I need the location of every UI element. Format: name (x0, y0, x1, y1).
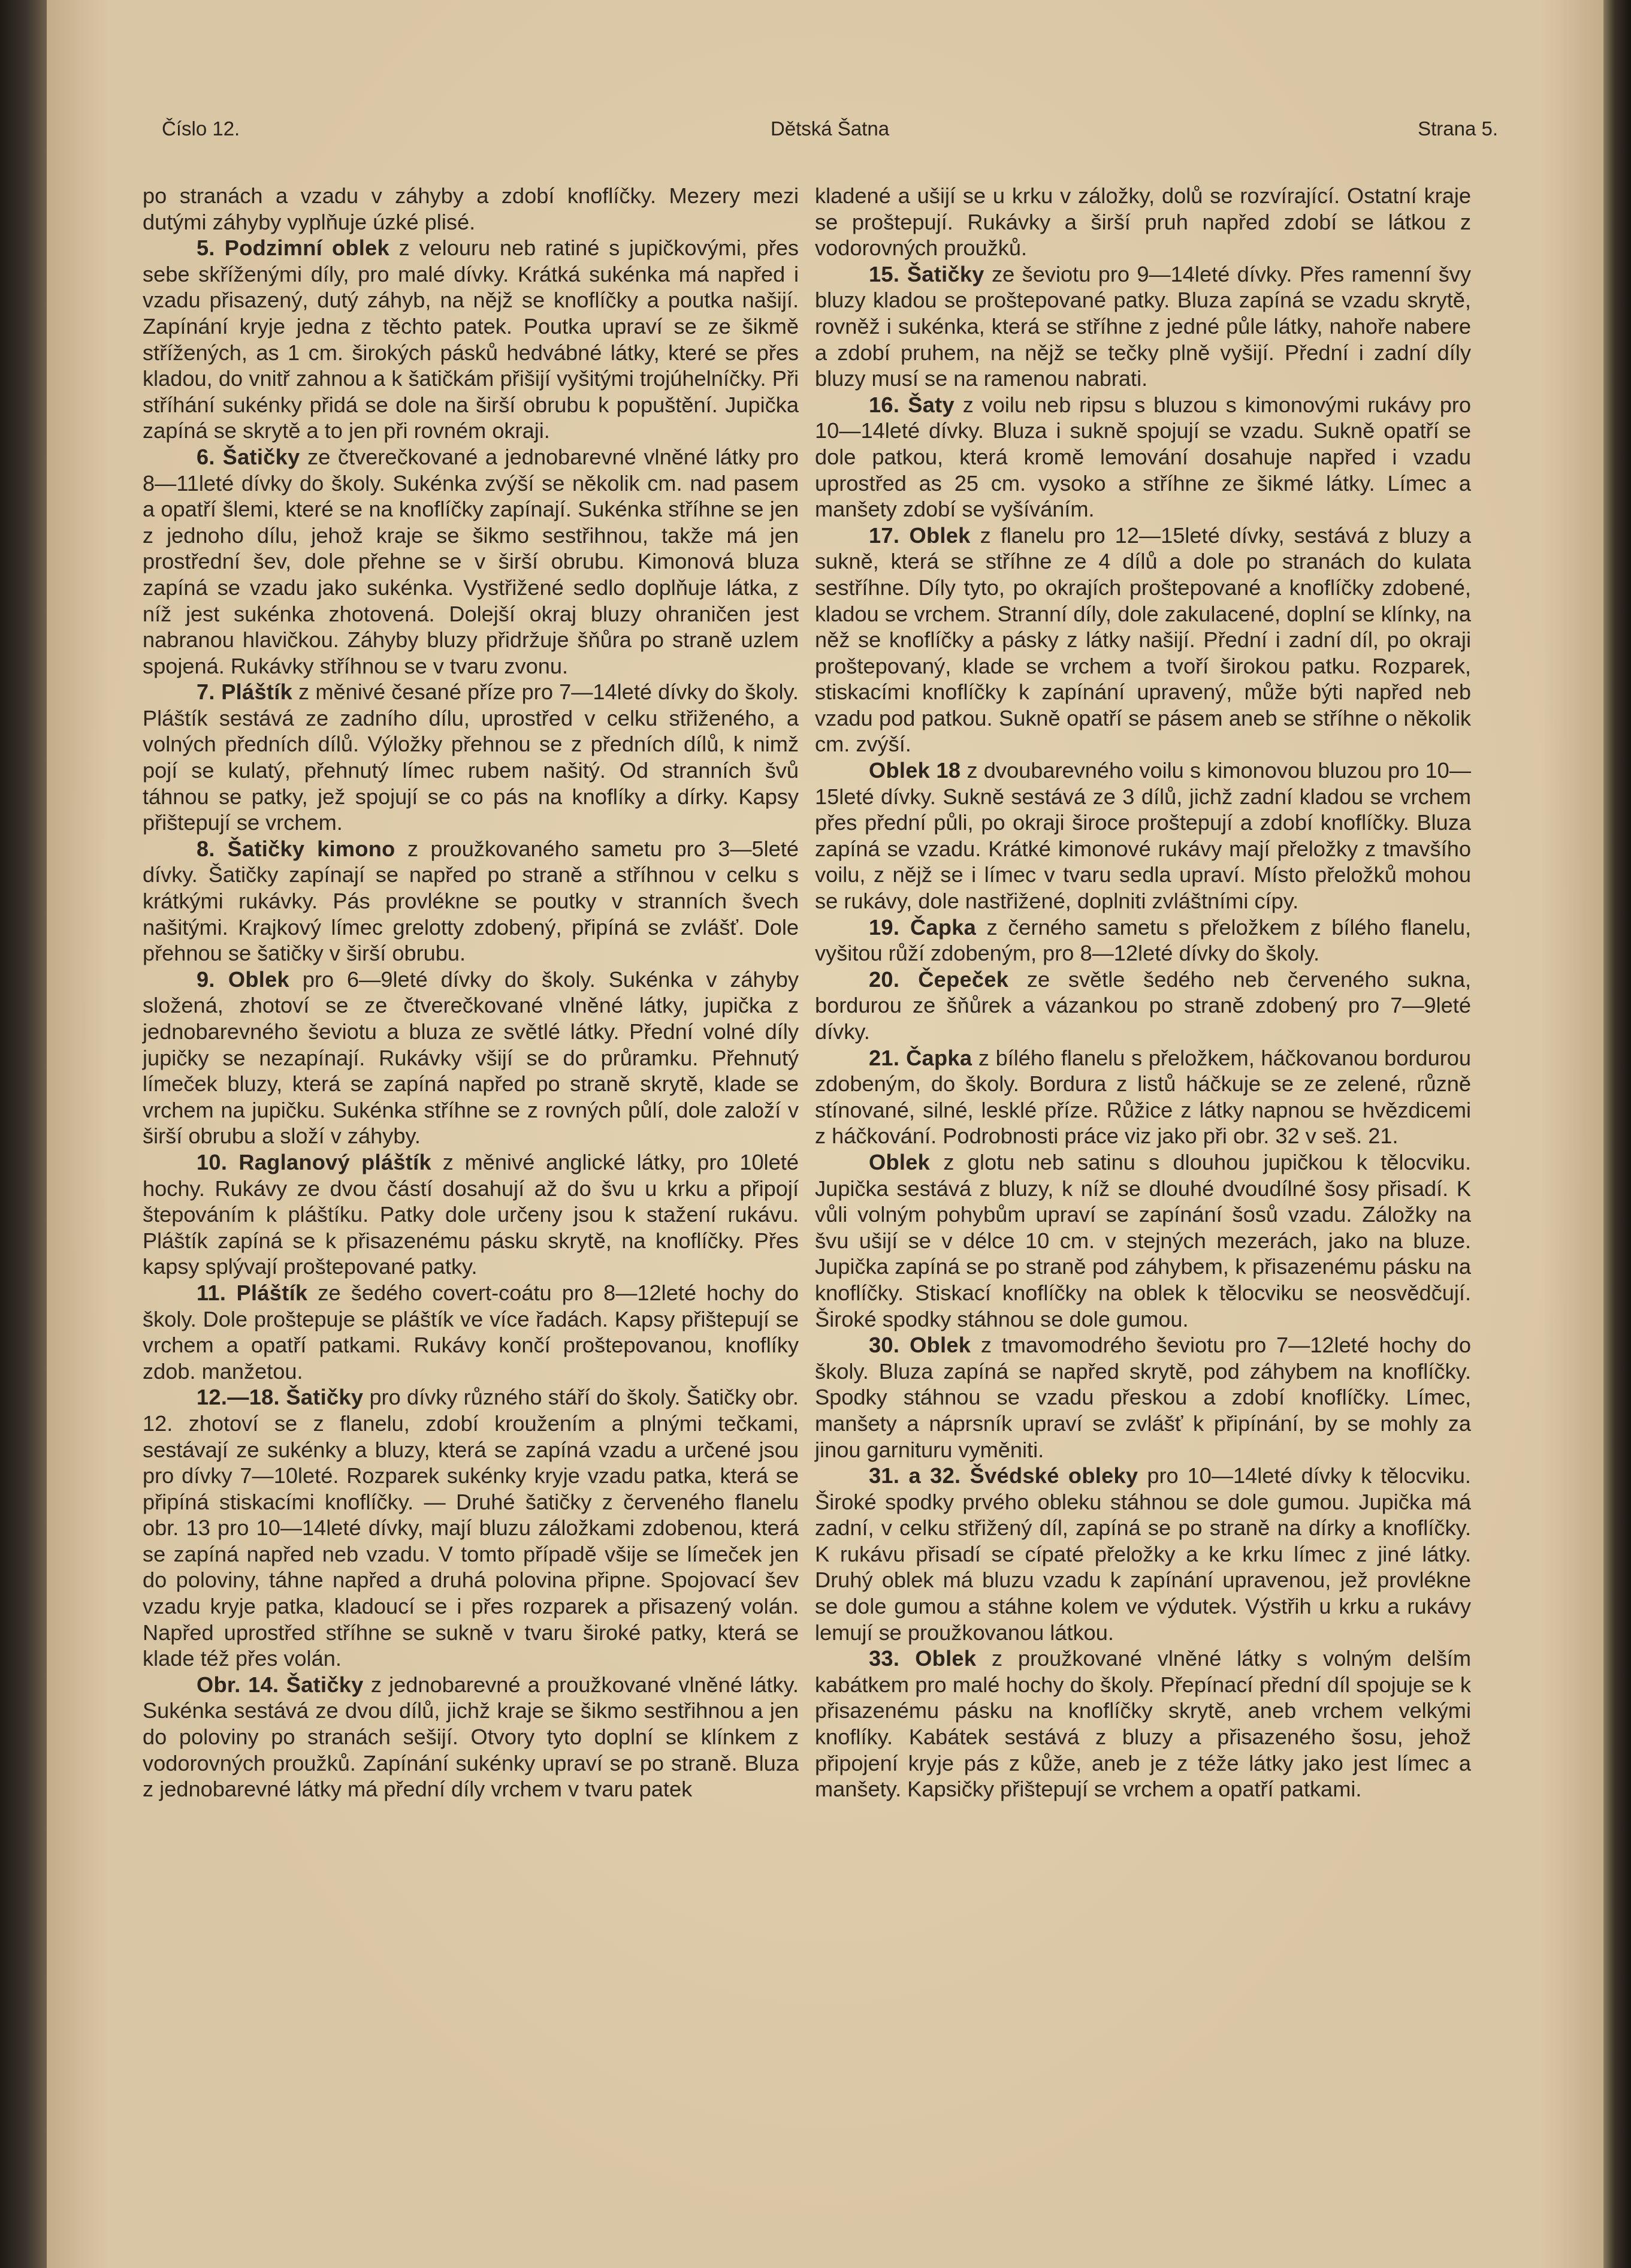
paragraph-text: ze ševiotu pro 9—14leté dívky. Přes ramenní švy bluzy kladou se proštepované patky. Bluza zapíná se vzadu skrytě, rovněž i sukénka, která se stříhne z jedné půle látky, nahoře nabere a zdobí pruhem, na nějž se tečky plně vyšijí. Přední i zadní díly bluzy musí se na ramenou nabrati. (815, 261, 1471, 391)
page-header (162, 117, 1498, 153)
item-heading: 20. Čepeček (869, 967, 1009, 992)
paragraph (143, 679, 799, 836)
paragraph (143, 967, 799, 1149)
paragraph (815, 1045, 1471, 1149)
paragraph-text: ze světle šedého neb červeného sukna, bordurou ze šňůrek a vázankou po straně zdobený pro 7—9leté dívky. (815, 967, 1471, 1044)
paragraph (143, 1280, 799, 1384)
paragraph-text: ze šedého covert-coátu pro 8—12leté hochy do školy. Dole proštepuje se pláštík ve více řadách. Kapsy přištepují se vrchem a opatří patkami. Rukávy končí proštepovanou, knoflíky zdob. manžetou. (143, 1280, 799, 1384)
paragraph-text: z flanelu pro 12—15leté dívky, sestává z bluzy a sukně, která se stříhne ze 4 dílů a dole po stranách do kulata sestříhne. Díly tyto, po okrajích proštepované a knoflíčky zdobené, kladou se vrchem. Stranní díly, dole zakulacené, doplní se klínky, na něž se knoflíčky a pásky z látky našijí. Přední i zadní díl, po okraji proštepovaný, klade se vrchem a tvoří širokou patku. Rozparek, stiskacími knoflíčky k zapínání upravený, může býti napřed neb vzadu pod patkou. Sukně opatří se pásem aneb se stříhne o několik cm. zvýší. (815, 523, 1471, 757)
item-heading: 7. Pláštík (197, 680, 293, 705)
paragraph-text: z tmavomodrého ševiotu pro 7—12leté hochy do školy. Bluza zapíná se napřed skrytě, pod záhybem na knoflíčky. Spodky stáhnou se vzadu přeskou a zdobí knoflíčky. Límec, manšety a náprsník upraví se zvlášť k připínání, by se mohly za jinou garnituru vyměniti. (815, 1333, 1471, 1462)
paragraph (815, 261, 1471, 392)
item-heading: 11. Pláštík (197, 1280, 308, 1305)
paragraph-text: z voilu neb ripsu s bluzou s kimonovými rukávy pro 10—14leté dívky. Bluza i sukně spojují se vzadu. Sukně opatří se dole patkou, která kromě lemování dosahuje napřed i vzadu uprostřed as 25 cm. vysoko a stříhne ze šikmé látky. Límec a manšety zdobí se vyšíváním. (815, 392, 1472, 522)
item-heading: 15. Šatičky (869, 261, 984, 286)
paragraph-text: pro dívky různého stáří do školy. Šatičky obr. 12. zhotoví se z flanelu, zdobí kroužením a plnými tečkami, sestávají ze sukénky a bluzy, která se zapíná vzadu a určené jsou pro dívky 7—10leté. Rozparek sukénky kryje vzadu patka, která se připíná stiskacími knoflíčky. — Druhé šatičky z červeného flanelu obr. 13 pro 10—14leté dívky, mají bluzu záložkami zdobenou, která se zapíná napřed neb vzadu. V tomto případě všije se límeček jen do poloviny, táhne napřed a druhá polovina připne. Spojovací šev vzadu kryje patka, kladoucí se i přes rozparek a přisazený volán. Napřed uprostřed stříhne se sukně v tvaru široké patky, která se klade též přes volán. (143, 1385, 799, 1671)
paragraph (143, 235, 799, 444)
item-heading: 30. Oblek (869, 1333, 971, 1358)
paragraph (143, 183, 799, 235)
scan-edge-left (0, 0, 47, 2268)
item-heading: 12.—18. Šatičky (197, 1385, 364, 1410)
item-heading: Oblek (869, 1149, 931, 1174)
paragraph-text: z jednobarevné a proužkované vlněné látky. Sukénka sestává ze dvou dílů, jichž kraje se šikmo sestřihnou a jen do poloviny po stranách sešijí. Otvory tyto doplní se klínkem z vodorovných proužků. Zapínání sukénky upraví se po straně. Bluza z jednobarevné látky má přední díly vrchem v tvaru patek (143, 1672, 799, 1802)
item-heading: 10. Raglanový pláštík (197, 1149, 431, 1174)
paragraph-text: z měnivé česané příze pro 7—14leté dívky do školy. Pláštík sestává ze zadního dílu, uprostřed v celku střiženého, a volných předních dílů. Výložky přehnou se z předních dílů, k nimž pojí se kulatý, přehnutý límec rubem našitý. Od stranních švů táhnou se patky, jež spojují se co pás na knoflíky a dírky. Kapsy přištepují se vrchem. (143, 680, 799, 835)
paragraph-text: z černého sametu s přeložkem z bílého flanelu, vyšitou růží zdobeným, pro 8—12leté dívky do školy. (815, 914, 1471, 966)
paragraph (815, 914, 1471, 967)
paragraph-text: z bílého flanelu s přeložkem, háčkovanou bordurou zdobeným, do školy. Bordura z listů háčkuje se ze zelené, různě stínované, silné, lesklé příze. Růžice z látky napnou se hvězdicemi z háčkování. Podrobnosti práce viz jako při obr. 32 v seš. 21. (815, 1045, 1471, 1149)
paragraph-text: pro 6—9leté dívky do školy. Sukénka v záhyby složená, zhotoví se ze čtverečkované vlněné látky, jupička z jednobarevného ševiotu a bluza ze světlé látky. Přední volné díly jupičky se nezapínají. Rukávky všijí se do průramku. Přehnutý límeček bluzy, která se zapíná napřed po straně skrytě, klade se vrchem na jupičku. Sukénka stříhne se z rovných půlí, dole založí v širší obrubu a složí v záhyby. (143, 967, 799, 1149)
paragraph (815, 1149, 1471, 1332)
right-column (815, 183, 1471, 1802)
item-heading: Oblek 18 (869, 758, 961, 783)
scan-edge-right (1603, 0, 1631, 2268)
paragraph-text: z měnivé anglické látky, pro 10leté hochy. Rukávy ze dvou částí dosahují až do švu u krku a připojí štepováním k pláštíku. Patky dole určeny jsou k stažení rukávu. Pláštík zapíná se k přisazenému pásku skrytě, na knoflíčky. Přes kapsy splývají proštepované patky. (143, 1149, 799, 1279)
paragraph (143, 836, 799, 967)
paragraph (815, 392, 1471, 523)
page-number: Strana 5. (1418, 117, 1498, 140)
paragraph (815, 967, 1471, 1045)
paragraph (815, 1332, 1471, 1463)
paragraph (143, 1672, 799, 1802)
item-heading: 31. a 32. Švédské obleky (869, 1463, 1138, 1488)
paragraph-text: ze čtverečkované a jednobarevné vlněné látky pro 8—11leté dívky do školy. Sukénka zvýší se několik cm. nad pasem a opatří šlemi, které se na knoflíčky zapínají. Sukénka stříhne se jen z jednoho dílu, jehož kraje se šikmo sestřihnou, takže má jen prostřední šev, dole přehne se v širší obrubu. Kimonová bluza zapíná se vzadu jako sukénka. Vystřižené sedlo doplňuje látka, z níž jest sukénka zhotovená. Dolejší okraj bluzy ohraničen jest nabranou hlavičkou. Záhyby bluzy přidržuje šňůra po straně uzlem spojená. Rukávky stříhnou se v tvaru zvonu. (143, 444, 799, 678)
paragraph-text: z glotu neb satinu s dlouhou jupičkou k tělocviku. Jupička sestává z bluzy, k níž se dlouhé dvoudílné šosy přisadí. K vůli volným pohybům upraví se zapínání šosů vzadu. Záložky na švu ušijí se v délce 10 cm. v stejných mezerách, jako na bluze. Jupička zapíná se po straně pod záhybem, k přisazenému pásku na knoflíčky. Stiskací knoflíčky na oblek k tělocviku se neosvědčují. Široké spodky stáhnou se dole gumou. (815, 1149, 1471, 1331)
paragraph-text: pro 10—14leté dívky k tělocviku. Široké spodky prvého obleku stáhnou se dole gumou. Jupička má zadní, v celku střižený díl, zapíná se po straně na dírky a knoflíčky. K rukávu přisadí se cípaté přeložky a ke krku límec z jiné látky. Druhý oblek má bluzu vzadu k zapínání upravenou, jež provlékne se dole gumou a stáhne kolem ve výdutek. Výstřih u krku a rukávy lemují se proužkovanou látkou. (815, 1463, 1471, 1645)
paragraph-text: z velouru neb ratiné s jupičkovými, přes sebe skříženými díly, pro malé dívky. Krátká sukénka má napřed i vzadu přisazený, dutý záhyb, na nějž se knoflíčky a poutka našijí. Zapínání kryje jedna z těchto patek. Poutka upraví se ze šikmě střížených, as 1 cm. širokých pásků hedvábné látky, které se přes kladou, do vnitř zahnou a k šatičkám přišijí vyšitými trojúhelníčky. Při stříhání sukénky přidá se dole na širší obrubu k popuštění. Jupička zapíná se skrytě a to jen při rovném okraji. (143, 235, 799, 443)
paragraph (815, 1645, 1471, 1802)
paragraph (143, 444, 799, 679)
paragraph-text: z proužkované vlněné látky s volným delším kabátkem pro malé hochy do školy. Přepínací přední díl spojuje se k přisazenému pásku na knoflíčky skrytě, aneb vrchem velkými knoflíky. Kabátek sestává z bluzy a přisazeného šosu, jehož připojení kryje pás z kůže, aneb je z téže látky jako jest límec a manšety. Kapsičky přištepují se vrchem a opatří patkami. (815, 1646, 1472, 1802)
item-heading: 16. Šaty (869, 392, 955, 417)
item-heading: 17. Oblek (869, 523, 971, 548)
paragraph (815, 1463, 1471, 1645)
item-heading: 9. Oblek (197, 967, 289, 992)
paragraph (815, 757, 1471, 914)
paragraph-text: z proužkovaného sametu pro 3—5leté dívky. Šatičky zapínají se napřed po straně a stříhnou v celku s krátkými rukávky. Pás provlékne se poutky v stranních švech našitými. Krajkový límec grelotty zdobený, připíná se zvlášť. Dole přehnou se šatičky v širší obrubu. (143, 836, 799, 966)
paragraph-text: kladené a ušijí se u krku v záložky, dolů se rozvírající. Ostatní kraje se proštepují. Rukávky a širší pruh napřed zdobí se látkou z vodorovných proužků. (815, 183, 1471, 261)
item-heading: 33. Oblek (869, 1646, 977, 1671)
item-heading: 5. Podzimní oblek (197, 235, 389, 261)
item-heading: 19. Čapka (869, 914, 977, 940)
item-heading: Obr. 14. Šatičky (197, 1672, 364, 1697)
paragraph (143, 1384, 799, 1672)
paragraph (815, 183, 1471, 261)
paragraph (143, 1149, 799, 1280)
item-heading: 8. Šatičky kimono (197, 836, 395, 861)
paragraph-text: po stranách a vzadu v záhyby a zdobí knoflíčky. Mezery mezi dutými záhyby vyplňuje úzké plisé. (143, 183, 799, 234)
issue-number: Číslo 12. (162, 117, 240, 140)
paragraph (815, 523, 1471, 757)
journal-title: Dětská Šatna (770, 117, 890, 140)
item-heading: 21. Čapka (869, 1045, 972, 1070)
paragraph-text: z dvoubarevného voilu s kimonovou bluzou pro 10—15leté dívky. Sukně sestává ze 3 dílů, jichž zadní kladou se vrchem přes přední půli, po okraji široce proštepují a zdobí knoflíčky. Bluza zapíná se vzadu. Krátké kimonové rukávy mají přeložky z tmavšího voilu, z nějž se i límec v tvaru sedla upraví. Místo přeložků mohou se rukávy, dole nastřižené, doplniti zvláštními cípy. (815, 758, 1472, 914)
item-heading: 6. Šatičky (197, 444, 300, 469)
left-column (143, 183, 799, 1802)
